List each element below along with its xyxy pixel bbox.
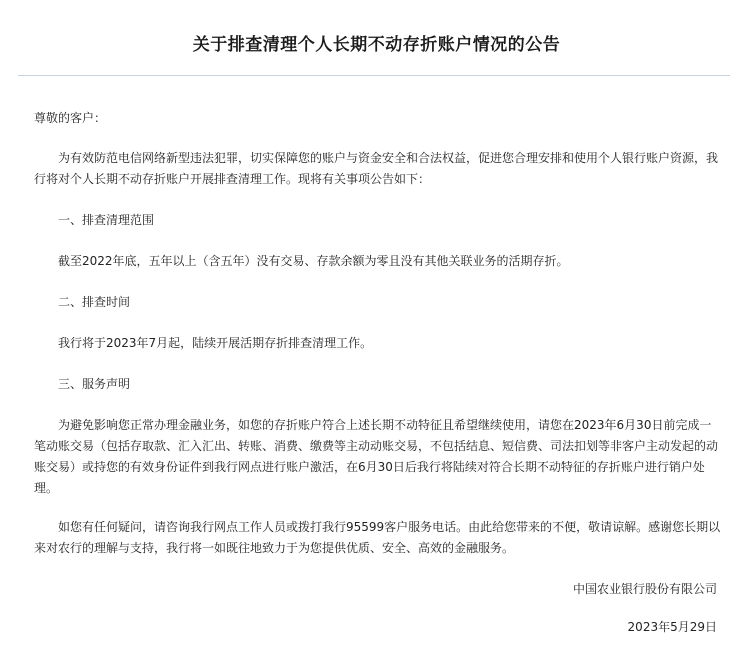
section-heading-scope: 一、排查清理范围 <box>58 213 155 227</box>
section-heading-time: 二、排查时间 <box>58 295 131 309</box>
section-text-scope: 截至2022年底，五年以上（含五年）没有交易、存款余额为零且没有其他关联业务的活期存折。 <box>58 254 569 268</box>
notice-date: 2023年5月29日 <box>627 620 717 634</box>
page-title: 关于排查清理个人长期不动存折账户情况的公告 <box>192 35 561 55</box>
greeting: 尊敬的客户： <box>34 111 107 125</box>
section-text-statement: 为避免影响您正常办理金融业务，如您的存折账户符合上述长期不动特征且希望继续使用，请您在2023年6月30日前完成一笔动账交易（包括存取款、汇入汇出、转账、消费、缴费等主动动账交易，不包括结息、短信费、司法扣划等非客户主动发起的动账交易）或持您的有效身份证件到我行网点进行账户激活，在6月30日后我行将陆续对符合长期不动特征的存折账户进行销户处理。 <box>34 418 719 495</box>
closing-paragraph: 如您有任何疑问，请咨询我行网点工作人员或拨打我行95599客户服务电话。由此给您带来的不便，敬请谅解。感谢您长期以来对农行的理解与支持，我行将一如既往地致力于为您提供优质、安全、高效的金融服务。 <box>34 520 721 555</box>
section-text-time: 我行将于2023年7月起，陆续开展活期存折排查清理工作。 <box>58 336 373 350</box>
notice-body <box>34 108 722 559</box>
section-heading-statement: 三、服务声明 <box>58 377 131 391</box>
title-divider <box>18 75 730 76</box>
signature: 中国农业银行股份有限公司 <box>572 582 717 596</box>
intro-paragraph: 为有效防范电信网络新型违法犯罪，切实保障您的账户与资金安全和合法权益，促进您合理安排和使用个人银行账户资源，我行将对个人长期不动存折账户开展排查清理工作。现将有关事项公告如下： <box>34 151 719 186</box>
